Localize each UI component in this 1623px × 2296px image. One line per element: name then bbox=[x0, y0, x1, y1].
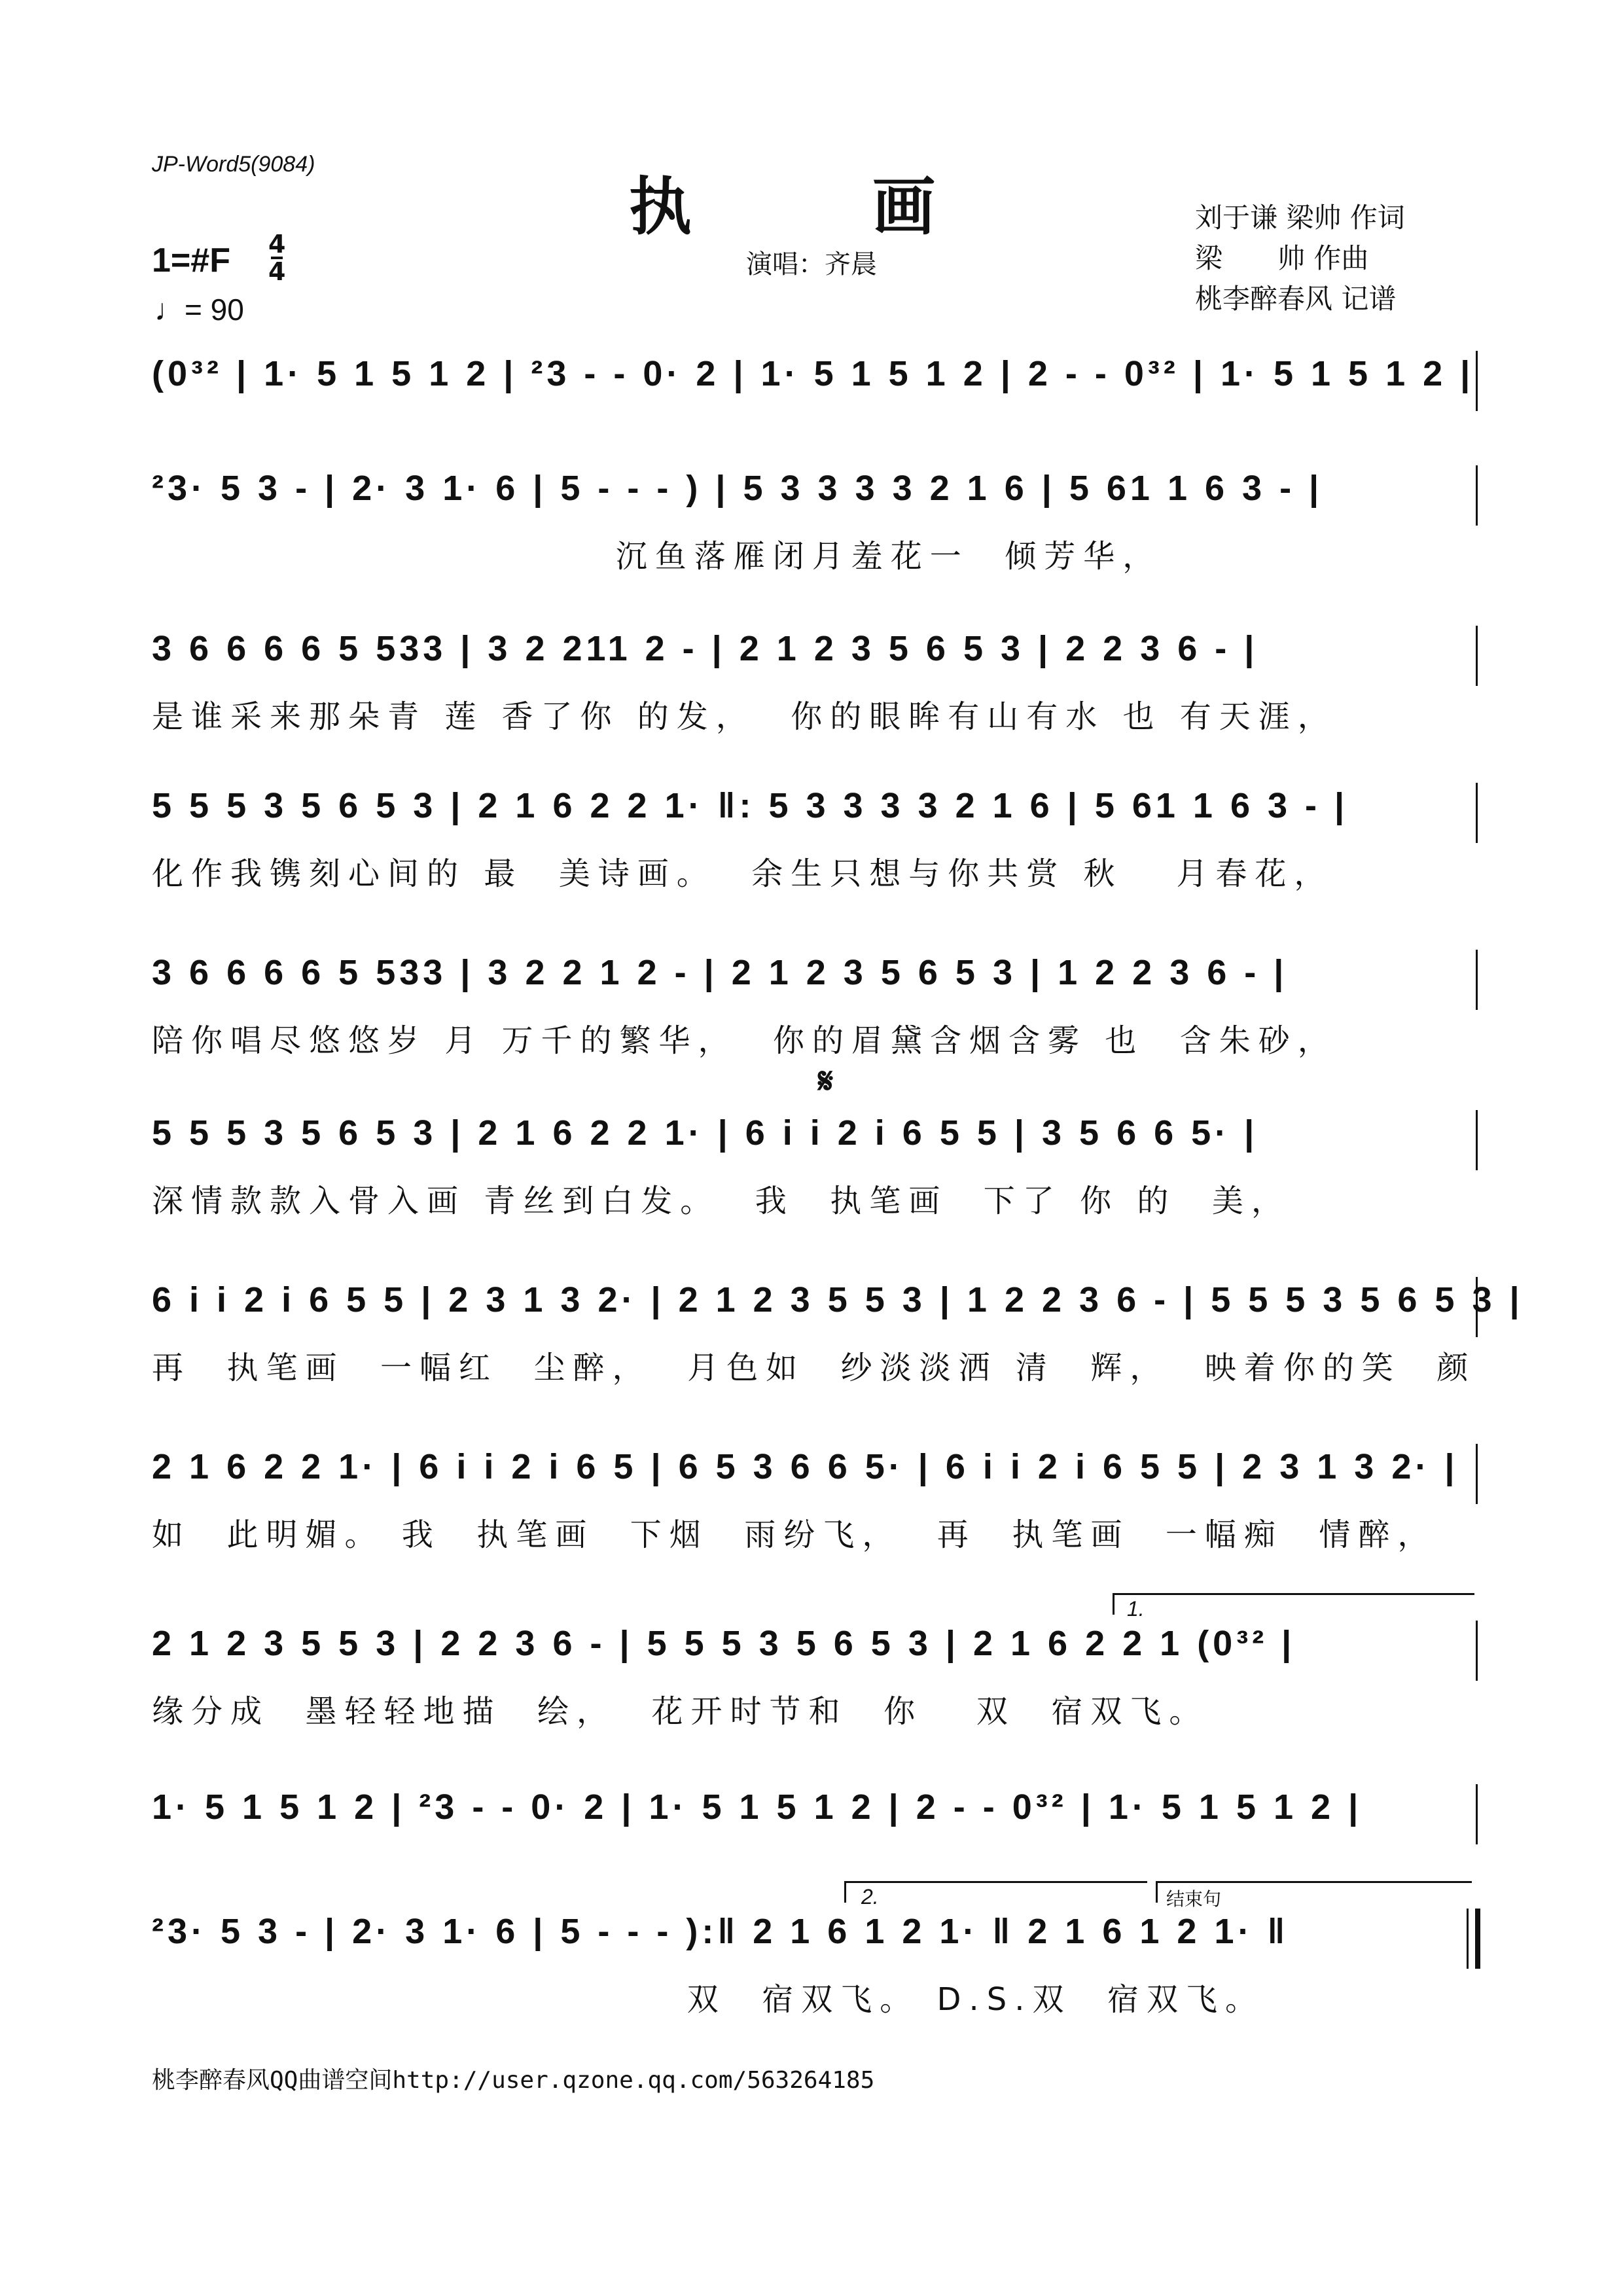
time-numerator: 4 bbox=[268, 230, 286, 259]
notes-line: (0³² | 1· 5 1 5 1 2 | ²3 - - 0· 2 | 1· 5 1 5 1 2 | 2 - - 0³² | 1· 5 1 5 1 2 | bbox=[152, 354, 1474, 393]
song-title: 执 画 bbox=[629, 170, 994, 243]
notes-line: ²3· 5 3 - | 2· 3 1· 6 | 5 - - - ) | 5 3 3 3 3 2 1 6 | 5 61 1 6 3 - | bbox=[152, 469, 1323, 508]
barline bbox=[1476, 1784, 1478, 1844]
barline bbox=[1476, 351, 1478, 411]
tempo-marking: ♩= 90 bbox=[154, 293, 244, 327]
key-signature: 1=#F bbox=[152, 242, 230, 279]
barline bbox=[1476, 626, 1478, 686]
software-label: JP-Word5(9084) bbox=[152, 152, 315, 177]
barline bbox=[1476, 783, 1478, 843]
lyrics-line: 双 宿双飞。 D.S.双 宿双飞。 bbox=[152, 1981, 1264, 2018]
lyrics-line: 缘分成 墨轻轻地描 绘， 花开时节和 你 双 宿双飞。 bbox=[152, 1693, 1209, 1730]
lyrics-line: 如 此明媚。 我 执笔画 下烟 雨纷飞， 再 执笔画 一幅痴 情醉， bbox=[152, 1516, 1437, 1553]
notes-line: 1· 5 1 5 1 2 | ²3 - - 0· 2 | 1· 5 1 5 1 2 | 2 - - 0³² | 1· 5 1 5 1 2 | bbox=[152, 1787, 1363, 1827]
ending-1-label: 1. bbox=[1127, 1597, 1145, 1621]
ending-1-bracket bbox=[1113, 1593, 1474, 1615]
ending-2-label: 2. bbox=[861, 1885, 879, 1909]
singer-line: 演唱：齐晨 bbox=[746, 249, 877, 279]
barline bbox=[1476, 1621, 1478, 1681]
barline bbox=[1476, 465, 1478, 526]
barline bbox=[1476, 1277, 1478, 1337]
notes-line: 5 5 5 3 5 6 5 3 | 2 1 6 2 2 1· ‖: 5 3 3 3 3 2 1 6 | 5 61 1 6 3 - | bbox=[152, 786, 1349, 825]
lyrics-line: 陪你唱尽悠悠岁 月 万千的繁华， 你的眉黛含烟含雾 也 含朱砂， bbox=[152, 1022, 1337, 1059]
notes-line: 2 1 6 2 2 1· | 6 i i 2 i 6 5 | 6 5 3 6 6 5· | 6 i i 2 i 6 5 5 | 2 3 1 3 2· | bbox=[152, 1447, 1459, 1486]
time-signature bbox=[268, 232, 285, 284]
footer-text: 桃李醉春风QQ曲谱空间http://user.qzone.qq.com/563264185 bbox=[152, 2067, 875, 2094]
segno-icon: 𝄋 bbox=[818, 1060, 834, 1102]
lyrics-line: 深情款款入骨入画 青丝到白发。 我 执笔画 下了 你 的 美， bbox=[152, 1183, 1291, 1219]
credit-transcriber: 桃李醉春风 记谱 bbox=[1195, 283, 1397, 315]
notes-line: 3 6 6 6 6 5 533 | 3 2 211 2 - | 2 1 2 3 5 6 5 3 | 2 2 3 6 - | bbox=[152, 629, 1258, 668]
notes-line: 6 i i 2 i 6 5 5 | 2 3 1 3 2· | 2 1 2 3 5 5 3 | 1 2 2 3 6 - | 5 5 5 3 5 6 5 3 | bbox=[152, 1280, 1524, 1319]
coda-label: 结束句 bbox=[1166, 1888, 1222, 1910]
notes-line: 2 1 2 3 5 5 3 | 2 2 3 6 - | 5 5 5 3 5 6 5 3 | 2 1 6 2 2 1 (0³² | bbox=[152, 1624, 1296, 1663]
ending-2-bracket bbox=[844, 1881, 1147, 1903]
notes-line: 3 6 6 6 6 5 533 | 3 2 2 1 2 - | 2 1 2 3 5 6 5 3 | 1 2 2 3 6 - | bbox=[152, 953, 1288, 992]
barline bbox=[1476, 1444, 1478, 1504]
lyrics-line: 是谁采来那朵青 莲 香了你 的发， 你的眼眸有山有水 也 有天涯， bbox=[152, 698, 1337, 735]
credits bbox=[1195, 198, 1405, 319]
barline bbox=[1476, 1110, 1478, 1170]
notes-line: ²3· 5 3 - | 2· 3 1· 6 | 5 - - - ):‖ 2 1 6 1 2 1· ‖ 2 1 6 1 2 1· ‖ bbox=[152, 1912, 1289, 1951]
time-denominator: 4 bbox=[268, 257, 286, 286]
notes-line: 5 5 5 3 5 6 5 3 | 2 1 6 2 2 1· | 6 i i 2 i 6 5 5 | 3 5 6 6 5· | bbox=[152, 1113, 1258, 1153]
lyrics-line: 化作我镌刻心间的 最 美诗画。 余生只想与你共赏 秋 月春花， bbox=[152, 855, 1334, 892]
lyrics-line: 再 执笔画 一幅红 尘醉， 月色如 纱淡淡洒 清 辉， 映着你的笑 颜 bbox=[152, 1350, 1476, 1386]
credit-lyricist: 刘于谦 梁帅 作词 bbox=[1195, 202, 1405, 234]
barline bbox=[1476, 950, 1478, 1010]
credit-composer: 梁 帅 作曲 bbox=[1195, 242, 1369, 274]
final-barline bbox=[1467, 1909, 1480, 1969]
lyrics-line: 沉鱼落雁闭月羞花一 倾芳华， bbox=[152, 538, 1162, 575]
